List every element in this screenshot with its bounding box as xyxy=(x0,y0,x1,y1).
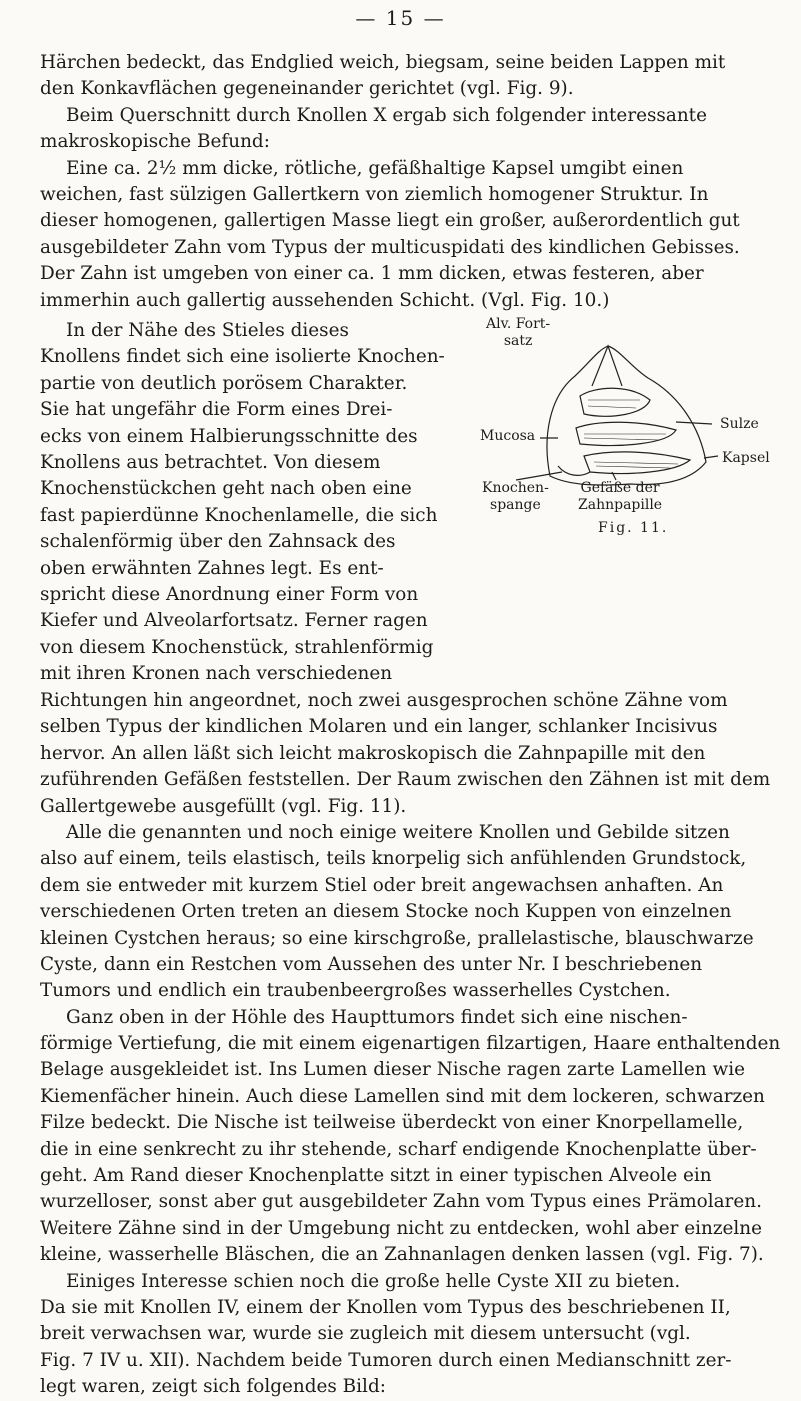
leader-kapsel xyxy=(704,456,718,458)
label-knochen-line2: spange xyxy=(490,497,541,513)
text-line: Eine ca. 2½ mm dicke, rötliche, gefäßhaltige Kapsel umgibt einen xyxy=(66,157,684,179)
text-line: Tumors und endlich ein traubenbeergroßes wasserhelles Cystchen. xyxy=(40,980,671,1002)
text-line: Knollens aus betrachtet. Von diesem xyxy=(40,451,381,473)
page-number-header: — 15 — xyxy=(355,6,446,30)
text-line: hervor. An allen läßt sich leicht makroskopisch die Zahnpapille mit den xyxy=(40,742,706,764)
text-line: Kiemenfächer hinein. Auch diese Lamellen sind mit dem lockeren, schwarzen xyxy=(40,1085,765,1107)
text-line: makroskopische Befund: xyxy=(40,131,270,153)
text-line: dem sie entweder mit kurzem Stiel oder breit angewachsen anhaften. An xyxy=(40,874,724,896)
figure-11 xyxy=(480,316,780,696)
text-line: zuführenden Gefäßen feststellen. Der Raum zwischen den Zähnen ist mit dem xyxy=(40,769,771,791)
text-line: legt waren, zeigt sich folgendes Bild: xyxy=(40,1376,386,1398)
text-line: kleine, wasserhelle Bläschen, die an Zahnanlagen denken lassen (vgl. Fig. 7). xyxy=(40,1244,764,1266)
text-line: partie von deutlich porösem Charakter. xyxy=(40,372,408,394)
text-line: Filze bedeckt. Die Nische ist teilweise überdeckt von einer Knorpellamelle, xyxy=(40,1112,744,1134)
text-line: Gallertgewebe ausgefüllt (vgl. Fig. 11). xyxy=(40,795,407,817)
paragraph-top xyxy=(40,50,762,314)
text-line: Härchen bedeckt, das Endglied weich, biegsam, seine beiden Lappen mit xyxy=(40,52,726,73)
text-line: Einiges Interesse schien noch die große helle Cyste XII zu bieten. xyxy=(66,1270,681,1292)
text-line: förmige Vertiefung, die mit einem eigenartigen filzartigen, Haare enthaltenden xyxy=(40,1033,781,1055)
text-line: von diesem Knochenstück, strahlenförmig xyxy=(40,636,434,658)
text-line: Weitere Zähne sind in der Umgebung nicht zu entdecken, wohl aber einzelne xyxy=(40,1217,763,1239)
text-line: kleinen Cystchen heraus; so eine kirschgroße, prallelastische, blauschwarze xyxy=(40,927,754,949)
text-line: selben Typus der kindlichen Molaren und ein langer, schlanker Incisivus xyxy=(40,716,718,738)
text-line: ecks von einem Halbierungsschnitte des xyxy=(40,425,418,447)
text-line: In der Nähe des Stieles dieses xyxy=(66,320,349,341)
text-line: Fig. 7 IV u. XII). Nachdem beide Tumoren durch einen Medianschnitt zer- xyxy=(40,1349,732,1371)
text-line: Beim Querschnitt durch Knollen X ergab sich folgender interessante xyxy=(66,104,707,126)
text-line: dieser homogenen, gallertigen Masse liegt ein großer, außerordentlich gut xyxy=(40,210,740,232)
text-line: fast papierdünne Knochenlamelle, die sich xyxy=(40,504,438,526)
label-mucosa: Mucosa xyxy=(480,428,536,444)
bone-spange xyxy=(558,466,590,475)
paragraph-narrow xyxy=(40,318,476,687)
text-line: Alle die genannten und noch einige weitere Knollen und Gebilde sitzen xyxy=(66,821,730,843)
text-line: spricht diese Anordnung einer Form von xyxy=(40,583,419,605)
text-line: Kiefer und Alveolarfortsatz. Ferner ragen xyxy=(40,610,428,632)
label-kapsel: Kapsel xyxy=(722,450,770,466)
label-gefaesse-line2: Zahnpapille xyxy=(578,497,663,513)
figure-drawing xyxy=(480,316,780,516)
text-line: verschiedenen Orten treten an diesem Stocke noch Kuppen von einzelnen xyxy=(40,901,732,923)
text-line: wurzelloser, sonst aber gut ausgebildeter Zahn vom Typus eines Prämolaren. xyxy=(40,1191,762,1213)
text-line: den Konkavflächen gegeneinander gerichtet (vgl. Fig. 9). xyxy=(40,78,574,100)
text-line: breit verwachsen war, wurde sie zugleich mit diesem untersucht (vgl. xyxy=(40,1323,691,1345)
text-line: Da sie mit Knollen IV, einem der Knollen vom Typus des beschriebenen II, xyxy=(40,1296,731,1318)
text-line: Richtungen hin angeordnet, noch zwei ausgesprochen schöne Zähne vom xyxy=(40,690,728,711)
paragraph-bottom xyxy=(40,688,781,1401)
text-line: schalenförmig über den Zahnsack des xyxy=(40,531,396,553)
label-sulze: Sulze xyxy=(720,416,759,432)
label-alv-line2: satz xyxy=(503,333,533,349)
label-gefaesse-line1: Gefäße der xyxy=(580,480,660,496)
figure-caption: Fig. 11. xyxy=(598,520,669,536)
text-line: ausgebildeter Zahn vom Typus der multicuspidati des kindlichen Gebisses. xyxy=(40,236,740,258)
text-line: Cyste, dann ein Restchen vom Aussehen des unter Nr. I beschriebenen xyxy=(40,953,703,975)
tooth-upper xyxy=(580,388,650,416)
text-line: Belage ausgekleidet ist. Ins Lumen dieser Nische ragen zarte Lamellen wie xyxy=(40,1059,745,1081)
leader-sulze xyxy=(676,422,712,424)
text-line: geht. Am Rand dieser Knochenplatte sitzt in einer typischen Alveole ein xyxy=(40,1165,712,1187)
text-line: weichen, fast sülzigen Gallertkern von ziemlich homogener Struktur. In xyxy=(40,183,709,205)
text-line: mit ihren Kronen nach verschiedenen xyxy=(40,663,393,685)
text-line: also auf einem, teils elastisch, teils knorpelig sich anfühlenden Grundstock, xyxy=(40,848,747,870)
label-knochen-line1: Knochen- xyxy=(482,480,549,496)
hatching xyxy=(584,400,678,468)
text-line: Knochenstückchen geht nach oben eine xyxy=(40,478,412,500)
text-line: Sie hat ungefähr die Form eines Drei- xyxy=(40,399,393,421)
text-line: Ganz oben in der Höhle des Haupttumors findet sich eine nischen- xyxy=(66,1006,688,1028)
text-line: die in eine senkrecht zu ihr stehende, scharf endigende Knochenplatte über- xyxy=(40,1138,757,1160)
tooth-lower xyxy=(584,452,690,474)
label-alv-line1: Alv. Fort- xyxy=(486,316,551,332)
text-line: immerhin auch gallertig aussehenden Schicht. (Vgl. Fig. 10.) xyxy=(40,289,610,311)
text-line: oben erwähnten Zahnes legt. Es ent- xyxy=(40,557,384,579)
text-line: Knollens findet sich eine isolierte Knochen- xyxy=(40,346,445,368)
text-line: Der Zahn ist umgeben von einer ca. 1 mm dicken, etwas festeren, aber xyxy=(40,263,704,285)
